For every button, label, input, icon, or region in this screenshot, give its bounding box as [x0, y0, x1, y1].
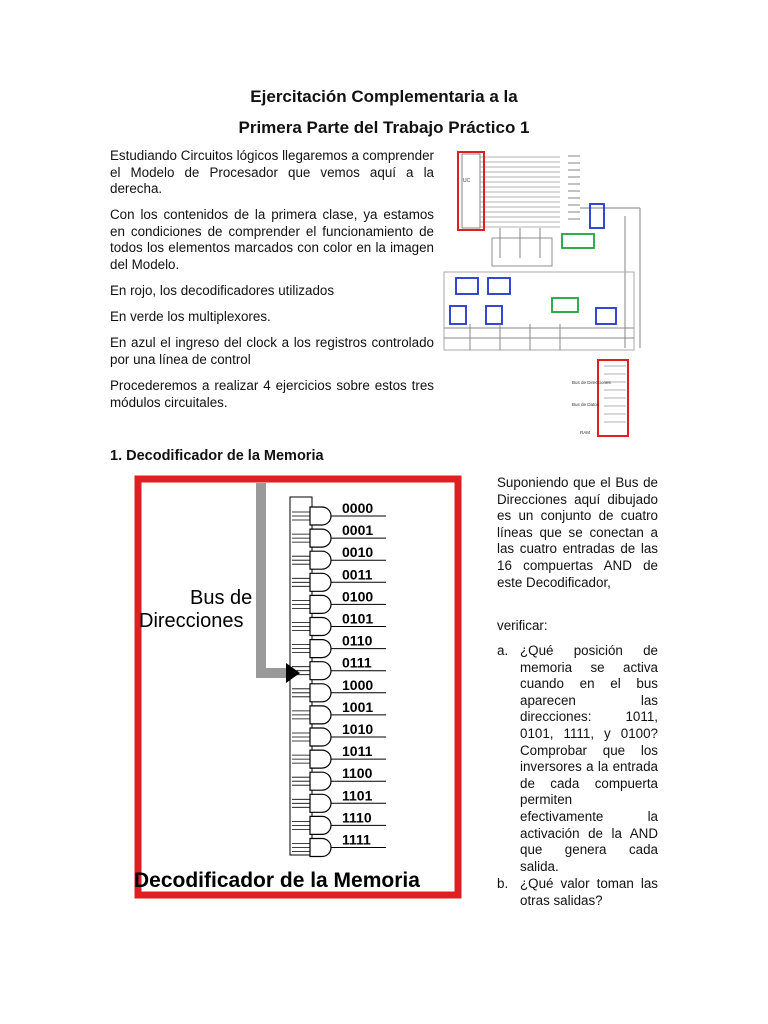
- intro-paragraph-2: Con los contenidos de la primera clase, ya estamos en condiciones de comprender el funcionamiento de todos los elementos marcados con color en la imagen del Modelo.: [110, 207, 434, 272]
- bus-direcciones-label: Bus de Direcciones: [572, 380, 611, 385]
- item-a-text: ¿Qué posición de memoria se activa cuando en el bus aparecen las direcciones: 1011, 0101, 1111, y 0100? Comprobar que los inversores a la entrada de cada compuerta permiten efectivamente la activación de la AND que genera cada salida.: [520, 643, 658, 874]
- output-label-0010: 0010: [342, 544, 374, 561]
- output-label-1111: 1111: [342, 831, 371, 848]
- page-title-line-1: Ejercitación Complementaria a la: [250, 87, 518, 106]
- output-label-1100: 1100: [342, 765, 373, 782]
- bus-label-line-1: Bus de: [190, 587, 253, 609]
- intro-paragraph-3: En rojo, los decodificadores utilizados: [110, 283, 335, 298]
- bus-datos-label: Bus de Datos: [572, 402, 600, 407]
- output-label-0111: 0111: [342, 654, 372, 671]
- output-label-1001: 1001: [342, 698, 374, 715]
- bus-label-line-2: Direcciones: [139, 610, 244, 632]
- intro-paragraph-5: En azul el ingreso del clock a los registros controlado por una línea de control: [110, 335, 434, 367]
- output-label-0110: 0110: [342, 632, 373, 649]
- ram-label: RAM: [580, 430, 590, 435]
- output-label-1110: 1110: [342, 809, 372, 826]
- uc-label: UC: [463, 178, 471, 184]
- output-label-0101: 0101: [342, 610, 374, 627]
- intro-paragraph-4: En verde los multiplexores.: [110, 309, 271, 324]
- question-paragraph-2: verificar:: [497, 618, 548, 633]
- intro-paragraph-6: Procederemos a realizar 4 ejercicios sobre estos tres módulos circuitales.: [110, 378, 434, 410]
- output-label-0100: 0100: [342, 588, 374, 605]
- output-label-1011: 1011: [342, 743, 373, 760]
- intro-paragraph-1: Estudiando Circuitos lógicos llegaremos a comprender el Modelo de Procesador que vemos aquí a la derecha.: [110, 148, 434, 197]
- section-heading: 1. Decodificador de la Memoria: [110, 448, 324, 464]
- page-title-line-2: Primera Parte del Trabajo Práctico 1: [238, 118, 530, 137]
- item-b-label: b.: [497, 876, 509, 891]
- item-b-text: ¿Qué valor toman las otras salidas?: [520, 876, 658, 908]
- output-label-1010: 1010: [342, 721, 374, 737]
- output-label-0001: 0001: [342, 522, 374, 539]
- memory-decoder-diagram: [134, 475, 462, 899]
- item-a-label: a.: [497, 643, 509, 658]
- processor-model-figure: [440, 148, 650, 440]
- output-label-0011: 0011: [342, 566, 373, 583]
- output-label-0000: 0000: [342, 500, 374, 516]
- diagram-caption: Decodificador de la Memoria: [134, 869, 420, 892]
- question-paragraph-1: Suponiendo que el Bus de Direcciones aquí dibujado es un conjunto de cuatro líneas que se conectan a las cuatro entradas de las 16 compuertas AND de este Decodificador,: [497, 475, 658, 590]
- output-label-1000: 1000: [342, 676, 374, 693]
- output-label-1101: 1101: [342, 787, 373, 804]
